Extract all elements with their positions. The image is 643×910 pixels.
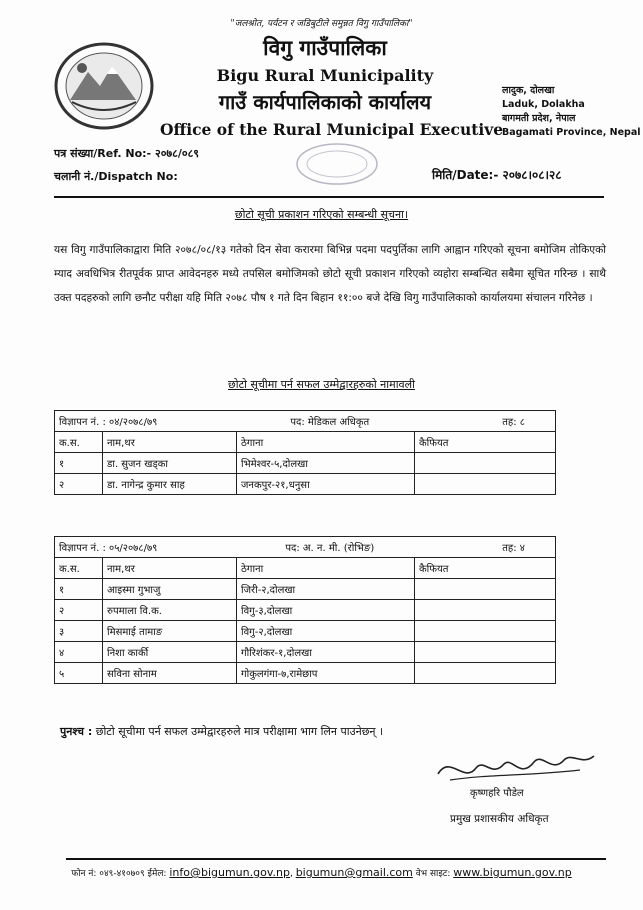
- office-stamp-icon: [292, 140, 382, 188]
- column-header-row: [55, 558, 556, 579]
- name-cell: आइस्मा गुभाजु: [103, 579, 237, 600]
- name-cell: रुपमाला वि.क.: [103, 600, 237, 621]
- shortlist-title: छोटो सूचीमा पर्न सफल उम्मेद्वारहरुको नामावली: [228, 378, 415, 391]
- table-row: [55, 642, 556, 663]
- website-label: वेभ साइट:: [415, 869, 451, 879]
- reference-number: [54, 146, 199, 161]
- table-row: [55, 453, 556, 474]
- serial-cell: १: [55, 579, 103, 600]
- date-label: मिति/Date:-: [432, 168, 499, 182]
- signatory-name: कृष्णहरि पौडेल: [470, 788, 524, 799]
- notice-subject: छोटो सूची प्रकाशन गरिएको सम्बन्धी सूचना।: [234, 208, 409, 221]
- email-link[interactable]: info@bigumun.gov.np: [169, 866, 290, 879]
- remarks-cell: [415, 453, 556, 474]
- municipality-emblem-icon: [52, 40, 156, 132]
- advert-info: [55, 537, 556, 558]
- email-link-alt[interactable]: bigumun@gmail.com: [295, 866, 413, 879]
- column-header: ठेगाना: [237, 558, 415, 579]
- address-line: लादुक, दोलखा: [502, 85, 555, 96]
- header-divider: [54, 196, 604, 198]
- footer-divider: [66, 858, 606, 860]
- address-cell: भिमेश्वर-५,दोलखा: [237, 453, 415, 474]
- serial-cell: ५: [55, 663, 103, 684]
- remarks-cell: [415, 579, 556, 600]
- serial-cell: २: [55, 474, 103, 495]
- date-value: २०७८।०८।२८: [502, 168, 562, 182]
- name-cell: निशा कार्की: [103, 642, 237, 663]
- address-line: Bagamati Province, Nepal: [502, 127, 641, 138]
- table-row: [55, 474, 556, 495]
- table-row: [55, 663, 556, 684]
- address-block: [502, 84, 641, 140]
- post-level: तह: ८: [502, 417, 525, 428]
- postscript-label: पुनश्च :: [60, 725, 93, 738]
- column-header-row: [55, 432, 556, 453]
- column-header: कैफियत: [415, 432, 556, 453]
- column-header: क.स.: [55, 558, 103, 579]
- remarks-cell: [415, 642, 556, 663]
- signatory-title: प्रमुख प्रशासकीय अधिकृत: [450, 813, 549, 825]
- address-cell: गौरिशंकर-१,दोलखा: [237, 642, 415, 663]
- notice-body: यस विगु गाउँपालिकाद्वारा मिति २०७८/०८/१३ गतेको दिन सेवा करारमा बिभिन्न पदमा पदपुर्तिका लागि आह्वान गरिएको सूचना बमोजिम तोकिएको म्याद अवधिभित्र रीतपूर्वक प्राप्त आवेदनहरु मध्ये तपसिल बमोजिमको छोटो सूची प्रकाशन गरिएको व्यहोरा सम्बन्धित सबैमा सूचित गरिन्छ । साथै उक्त पदहरुको लागि छनौट परीक्षा यहि मिति २०७८ पौष १ गते दिन बिहान ११:०० बजे देखि विगु गाउँपालिकाको कार्यालयमा संचालन गरिनेछ ।: [54, 244, 606, 304]
- column-header: नाम,थर: [103, 558, 237, 579]
- address-cell: विगु-२,दोलखा: [237, 621, 415, 642]
- municipality-name-en: Bigu Rural Municipality: [216, 66, 434, 85]
- address-cell: विगु-३,दोलखा: [237, 600, 415, 621]
- table-header-row: [55, 411, 556, 432]
- shortlist-table-medical-officer: [54, 410, 556, 495]
- address-cell: जिरी-२,दोलखा: [237, 579, 415, 600]
- postscript-text: छोटो सूचीमा पर्न सफल उम्मेद्वारहरुले मात्र परीक्षामा भाग लिन पाउनेछन् ।: [95, 725, 384, 738]
- name-cell: सविना सोनाम: [103, 663, 237, 684]
- column-header: कैफियत: [415, 558, 556, 579]
- address-cell: जनकपुर-२१,धनुसा: [237, 474, 415, 495]
- column-header: क.स.: [55, 432, 103, 453]
- address-line: बागमती प्रदेश, नेपाल: [502, 113, 576, 124]
- address-cell: गोकुलगंगा-७,रामेछाप: [237, 663, 415, 684]
- post-name: पद: अ. न. मी. (रोभिङ): [285, 543, 375, 554]
- serial-cell: २: [55, 600, 103, 621]
- office-name-en: Office of the Rural Municipal Executive: [160, 120, 504, 139]
- ref-label: पत्र संख्या/Ref. No:-: [54, 147, 152, 160]
- footer-contact: फोन नं: ०४९-४१०७०९ ईमेल: info@bigumun.gov.np, bigumun@gmail.com वेभ साइट: www.bigumun.gov.np: [71, 866, 572, 879]
- remarks-cell: [415, 621, 556, 642]
- signature-icon: [430, 744, 600, 790]
- table-row: [55, 579, 556, 600]
- post-level: तह: ४: [502, 543, 525, 554]
- remarks-cell: [415, 663, 556, 684]
- remarks-cell: [415, 600, 556, 621]
- dispatch-number: चलानी नं./Dispatch No:: [54, 170, 178, 183]
- serial-cell: १: [55, 453, 103, 474]
- column-header: नाम,थर: [103, 432, 237, 453]
- website-link[interactable]: www.bigumun.gov.np: [453, 866, 572, 879]
- table-row: [55, 600, 556, 621]
- serial-cell: ४: [55, 642, 103, 663]
- advert-number: विज्ञापन नं. : ०४/२०७८/७९: [59, 417, 158, 428]
- name-cell: डा. नागेन्द्र कुमार साह: [103, 474, 237, 495]
- serial-cell: ३: [55, 621, 103, 642]
- column-header: ठेगाना: [237, 432, 415, 453]
- name-cell: मिसमाई तामाङ: [103, 621, 237, 642]
- advert-info: [55, 411, 556, 432]
- letter-date: [432, 166, 562, 183]
- table-row: [55, 621, 556, 642]
- shortlist-table-anm: [54, 536, 556, 684]
- ref-value: २०७८/०८९: [154, 147, 200, 160]
- advert-number: विज्ञापन नं. : ०५/२०७८/७९: [59, 543, 158, 554]
- phone-label: फोन नं: ०४९-४१०७०९ ईमेल:: [71, 869, 167, 879]
- table-header-row: [55, 537, 556, 558]
- office-name-np: गाउँ कार्यपालिकाको कार्यालय: [218, 90, 432, 114]
- motto: "जलश्रोत, पर्यटन र जडिबुटीले समुन्नत विगु गाउँपालिका": [230, 19, 413, 29]
- post-name: पद: मेडिकल अधिकृत: [290, 417, 370, 428]
- name-cell: डा. सुजन खड्का: [103, 453, 237, 474]
- address-line: Laduk, Dolakha: [502, 99, 585, 110]
- municipality-name-np: विगु गाउँपालिका: [263, 35, 387, 60]
- postscript: [60, 724, 383, 739]
- remarks-cell: [415, 474, 556, 495]
